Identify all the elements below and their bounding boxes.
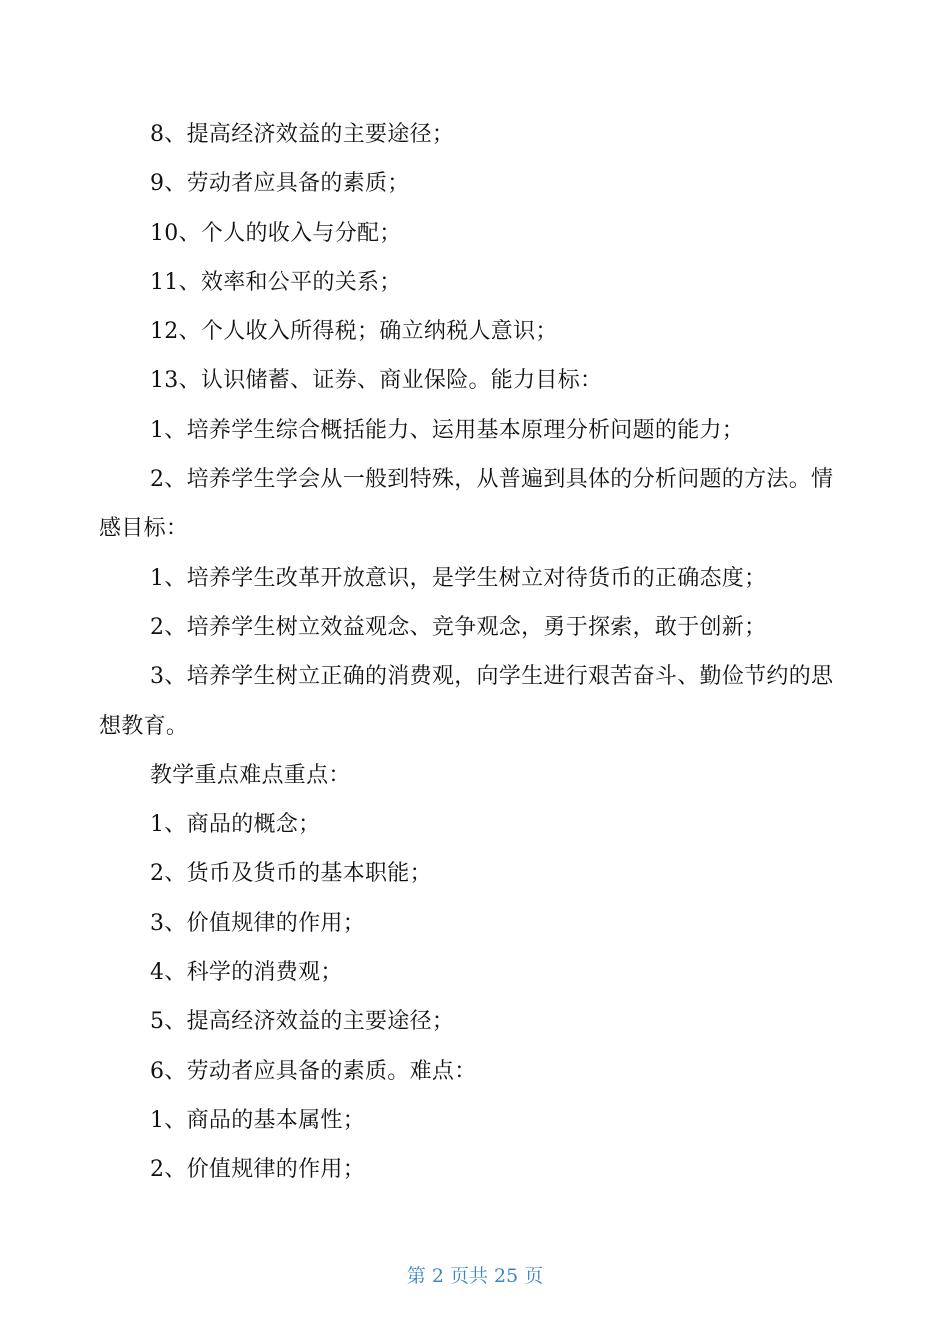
paragraph: 11、效率和公平的关系； [150, 269, 402, 295]
paragraph: 9、劳动者应具备的素质； [150, 171, 410, 197]
paragraph: 5、提高经济效益的主要途径； [150, 1009, 455, 1035]
paragraph: 12、个人收入所得税；确立纳税人意识； [150, 319, 558, 345]
paragraph: 1、商品的概念； [150, 812, 321, 838]
paragraph: 教学重点难点重点： [150, 762, 351, 788]
paragraph: 1、培养学生改革开放意识，是学生树立对待货币的正确态度； [150, 565, 767, 591]
paragraph: 4、科学的消费观； [150, 960, 343, 986]
paragraph: 6、劳动者应具备的素质。难点： [150, 1058, 477, 1084]
document-body [99, 110, 839, 1195]
paragraph: 2、货币及货币的基本职能； [150, 861, 432, 887]
paragraph: 3、培养学生树立正确的消费观，向学生进行艰苦奋斗、勤俭节约的思想教育。 [99, 664, 834, 739]
paragraph: 8、提高经济效益的主要途径； [150, 122, 455, 147]
paragraph: 13、认识储蓄、证券、商业保险。能力目标： [150, 368, 603, 394]
paragraph: 1、商品的基本属性； [150, 1107, 365, 1133]
paragraph: 2、培养学生学会从一般到特殊，从普遍到具体的分析问题的方法。情感目标： [99, 467, 834, 542]
paragraph: 1、培养学生综合概括能力、运用基本原理分析问题的能力； [150, 417, 745, 443]
paragraph: 10、个人的收入与分配； [150, 220, 402, 246]
paragraph: 2、培养学生树立效益观念、竞争观念，勇于探索，敢于创新； [150, 614, 767, 640]
paragraph: 3、价值规律的作用； [150, 910, 365, 936]
paragraph: 2、价值规律的作用； [150, 1157, 365, 1183]
page-number-footer: 第 2 页共 25 页 [406, 1265, 544, 1287]
